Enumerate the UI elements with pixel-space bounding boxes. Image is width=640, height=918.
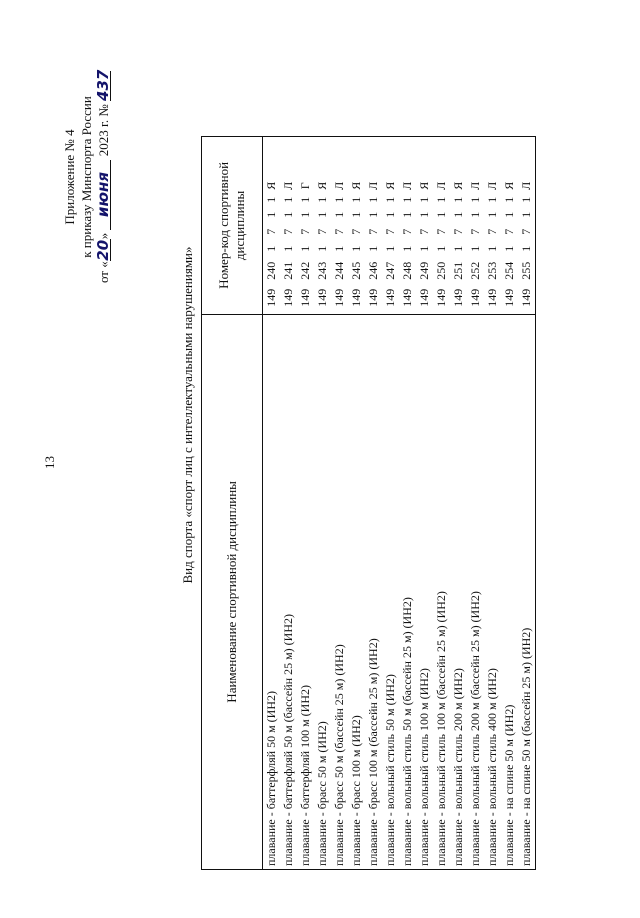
discipline-name: плавание - брасс 50 м (бассейн 25 м) (ИН2) [331,314,348,869]
code-segment: 249 [417,261,431,280]
order-date-line [95,42,112,312]
discipline-name: плавание - брасс 100 м (бассейн 25 м) (ИН2) [365,314,382,869]
appendix-header [61,42,112,312]
code-segment: 1 [366,211,380,218]
code-segment: Л [468,181,482,190]
table-row [365,137,382,870]
discipline-code [331,137,348,315]
appendix-title: Приложение № 4 [62,129,77,225]
code-segment: 7 [400,228,414,235]
discipline-code [314,137,331,315]
code-segment: Я [451,181,465,190]
table-row [263,137,281,870]
code-segment: Я [383,181,397,190]
code-segment: 1 [281,211,295,218]
code-segment: 7 [383,228,397,235]
code-segment: 1 [332,211,346,218]
code-segment: 1 [519,245,533,252]
table-row [314,137,331,870]
code-segment: 1 [298,245,312,252]
code-segment: 149 [349,288,363,307]
discipline-name: плавание - баттерфляй 100 м (ИН2) [297,314,314,869]
discipline-name: плавание - баттерфляй 50 м (ИН2) [263,314,281,869]
discipline-name: плавание - вольный стиль 400 м (ИН2) [484,314,501,869]
code-segment: 1 [519,211,533,218]
code-segment: 1 [315,211,329,218]
discipline-code [399,137,416,315]
code-segment: 1 [383,245,397,252]
table-row [280,137,297,870]
discipline-name: плавание - баттерфляй 50 м (бассейн 25 м) (ИН2) [280,314,297,869]
code-segment: Я [349,181,363,190]
table-row [399,137,416,870]
discipline-name: плавание - вольный стиль 50 м (бассейн 25 м) (ИН2) [399,314,416,869]
table-row [348,137,365,870]
discipline-name: плавание - вольный стиль 200 м (бассейн 25 м) (ИН2) [467,314,484,869]
code-segment: 7 [366,228,380,235]
code-segment: 149 [519,288,533,307]
code-segment: 1 [281,196,295,203]
code-segment: 149 [332,288,346,307]
table-row [416,137,433,870]
code-segment: 149 [485,288,499,307]
code-segment: 1 [485,245,499,252]
code-segment: 1 [400,211,414,218]
code-segment: Л [485,181,499,190]
code-segment: 149 [383,288,397,307]
code-segment: 247 [383,261,397,280]
discipline-name: плавание - вольный стиль 100 м (бассейн 25 м) (ИН2) [433,314,450,869]
code-segment: 1 [502,211,516,218]
code-segment: 7 [349,228,363,235]
sport-type-title: Вид спорта «спорт лиц с интеллектуальными нарушениями» [180,246,195,584]
discipline-code [467,137,484,315]
code-segment: 1 [434,211,448,218]
column-header-code: Номер-код спортивной дисциплины [202,137,263,315]
code-segment: 7 [451,228,465,235]
code-segment: 7 [502,228,516,235]
handwritten-month: июня [96,160,111,230]
code-segment: 1 [519,196,533,203]
table-row [467,137,484,870]
discipline-name: плавание - вольный стиль 200 м (ИН2) [450,314,467,869]
discipline-name: плавание - брасс 100 м (ИН2) [348,314,365,869]
code-segment: 7 [281,228,295,235]
code-segment: 1 [468,196,482,203]
code-segment: 1 [502,245,516,252]
code-segment: 7 [264,228,278,235]
code-segment: 1 [349,245,363,252]
code-segment: 1 [417,245,431,252]
discipline-name: плавание - на спине 50 м (бассейн 25 м) (ИН2) [518,314,536,869]
discipline-code [450,137,467,315]
table-row [331,137,348,870]
discipline-name: плавание - на спине 50 м (ИН2) [501,314,518,869]
code-segment: Л [400,181,414,190]
table-row [382,137,399,870]
code-segment: 149 [502,288,516,307]
code-segment: 149 [468,288,482,307]
code-segment: 1 [400,245,414,252]
code-segment: 149 [315,288,329,307]
table-row [484,137,501,870]
discipline-code [297,137,314,315]
disciplines-table [201,136,536,870]
code-segment: 1 [315,245,329,252]
code-segment: 1 [383,211,397,218]
code-segment: 254 [502,261,516,280]
code-segment: 7 [315,228,329,235]
code-segment: 1 [434,196,448,203]
code-segment: 1 [298,211,312,218]
discipline-code [365,137,382,315]
code-segment: 255 [519,261,533,280]
code-segment: 1 [366,196,380,203]
code-segment: 1 [264,245,278,252]
code-segment: Л [366,181,380,190]
code-segment: 253 [485,261,499,280]
code-segment: 149 [366,288,380,307]
code-segment: 1 [281,245,295,252]
code-segment: 149 [264,288,278,307]
code-segment: 1 [502,196,516,203]
code-segment: 1 [417,196,431,203]
column-header-name: Наименование спортивной дисциплины [202,314,263,869]
code-segment: 241 [281,261,295,280]
code-segment: 7 [332,228,346,235]
code-segment: 149 [298,288,312,307]
code-segment: 149 [281,288,295,307]
table-row [501,137,518,870]
code-segment: 1 [264,211,278,218]
discipline-code [501,137,518,315]
discipline-code [518,137,536,315]
code-segment: 1 [383,196,397,203]
table-row [450,137,467,870]
code-segment: Л [281,181,295,190]
code-segment: 1 [315,196,329,203]
code-segment: 149 [400,288,414,307]
code-segment: 1 [264,196,278,203]
code-segment: 7 [485,228,499,235]
code-segment: 1 [451,245,465,252]
code-segment: 244 [332,261,346,280]
order-reference: к приказу Минспорта России [79,96,94,258]
code-segment: Л [434,181,448,190]
code-segment: 1 [400,196,414,203]
code-segment: 1 [349,211,363,218]
code-segment: 149 [417,288,431,307]
code-segment: 7 [298,228,312,235]
code-segment: 251 [451,261,465,280]
code-segment: 1 [298,196,312,203]
code-segment: 1 [485,196,499,203]
code-segment: 1 [468,245,482,252]
date-year: 2023 г. № [96,104,111,157]
code-segment: Л [332,181,346,190]
discipline-code [433,137,450,315]
discipline-name: плавание - вольный стиль 100 м (ИН2) [416,314,433,869]
date-prefix: от « [96,261,111,284]
code-segment: Г [298,182,312,190]
code-segment: 7 [468,228,482,235]
code-segment: Я [502,181,516,190]
code-segment: 1 [332,196,346,203]
discipline-code [484,137,501,315]
code-segment: 1 [349,196,363,203]
code-segment: 1 [366,245,380,252]
handwritten-order-number: 437 [94,69,112,101]
table-row [297,137,314,870]
code-segment: Я [264,181,278,190]
code-segment: 242 [298,261,312,280]
code-segment: 246 [366,261,380,280]
code-segment: 1 [468,211,482,218]
code-segment: 245 [349,261,363,280]
handwritten-day: 20 [94,239,112,261]
table-row [518,137,536,870]
code-segment: 250 [434,261,448,280]
code-segment: 7 [417,228,431,235]
code-segment: 248 [400,261,414,280]
discipline-name: плавание - вольный стиль 50 м (ИН2) [382,314,399,869]
code-segment: 149 [434,288,448,307]
table-body [263,137,536,870]
table-row [433,137,450,870]
code-segment: 1 [417,211,431,218]
discipline-code [348,137,365,315]
code-segment: 252 [468,261,482,280]
date-quote-close: » [96,232,111,240]
code-segment: Я [315,181,329,190]
code-segment: 7 [519,228,533,235]
code-segment: 1 [485,211,499,218]
code-segment: 7 [434,228,448,235]
code-segment: 1 [332,245,346,252]
table-header-row [202,137,263,870]
discipline-code [416,137,433,315]
code-segment: Я [417,181,431,190]
discipline-code [382,137,399,315]
code-segment: Л [519,181,533,190]
code-segment: 1 [451,196,465,203]
discipline-code [263,137,281,315]
code-segment: 149 [451,288,465,307]
page-number: 13 [42,456,57,469]
code-segment: 1 [434,245,448,252]
code-segment: 1 [451,211,465,218]
code-segment: 243 [315,261,329,280]
code-segment: 240 [264,261,278,280]
discipline-code [280,137,297,315]
discipline-name: плавание - брасс 50 м (ИН2) [314,314,331,869]
